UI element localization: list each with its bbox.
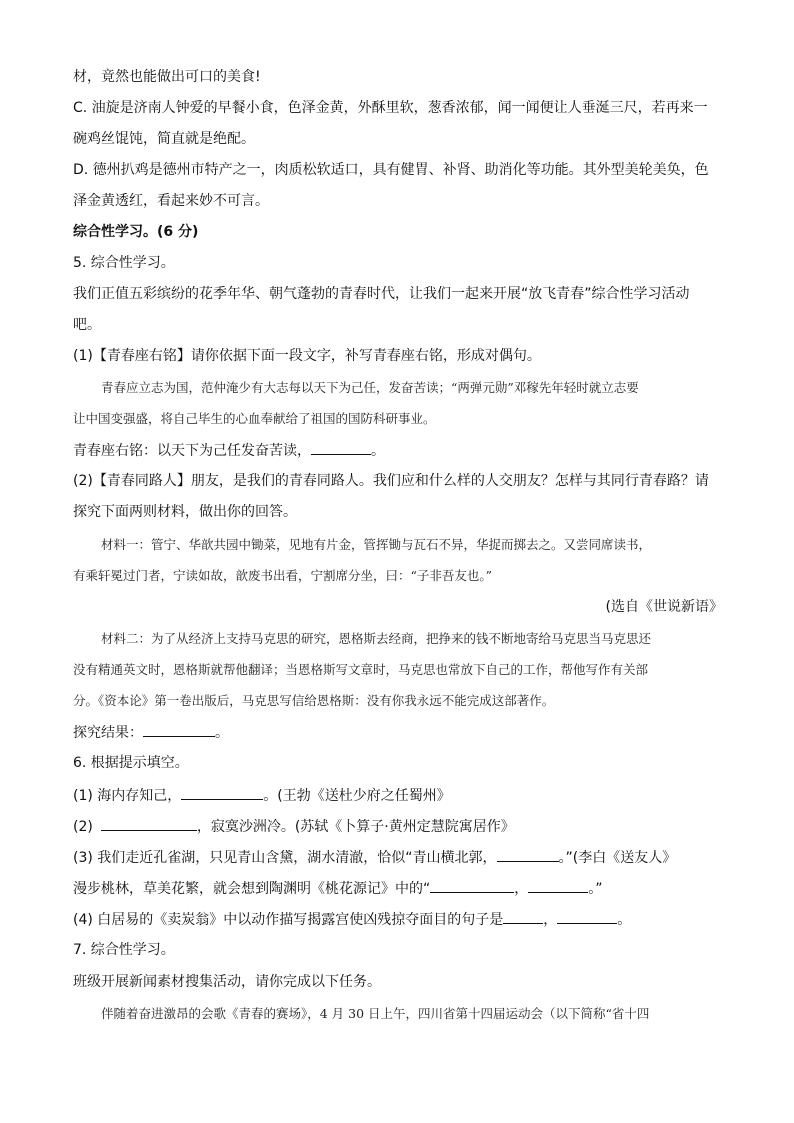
text-line: 班级开展新闻素材搜集活动，请你完成以下任务。 [73, 974, 381, 990]
punctuation: 。” [588, 881, 603, 897]
answer-blank[interactable] [557, 909, 617, 924]
material-one-line: 有乘轩冕过门者，宁读如故，歆废书出看，宁割席分坐，曰：“子非吾友也。” [73, 568, 493, 583]
answer-blank[interactable] [430, 878, 514, 893]
text-line: 材，竟然也能做出可口的美食! [73, 69, 261, 85]
prompt-text: (2) [73, 819, 93, 835]
material-two-line: 没有精通英文时，恩格斯就帮他翻译；当恩格斯写文章时，马克思也常放下自己的工作，帮他写作有关部 [73, 662, 649, 677]
question-6-title: 6. 根据提示填空。 [73, 755, 189, 771]
option-c-line: C. 油旋是济南人钟爱的早餐小食，色泽金黄，外酥里软，葱香浓郁，闻一闻便让人垂涎三尺，若再来一 [73, 100, 708, 116]
answer-blank[interactable] [143, 722, 215, 737]
question-7-title: 7. 综合性学习。 [73, 942, 175, 958]
answer-blank[interactable] [528, 878, 588, 893]
material-one-line: 材料一：管宁、华歆共园中锄菜，见地有片金，管挥锄与瓦石不异，华捉而掷去之。又尝同席读书， [101, 537, 652, 552]
fill-blank-1 [73, 785, 723, 806]
fill-blank-4 [73, 909, 723, 930]
prompt-text: (4) 白居易的《卖炭翁》中以动作描写揭露宫使凶残掠夺面目的句子是 [73, 912, 504, 928]
punctuation: 。 [617, 912, 632, 928]
text-line: 我们正值五彩缤纷的花季年华、朝气蓬勃的青春时代，让我们一起来开展“放飞青春”综合性学习活动 [73, 286, 690, 302]
source-text: 。”(李白《送友人》 [558, 850, 677, 866]
text-line: 探究下面两则材料，做出你的回答。 [73, 504, 297, 520]
text-line: 泽金黄透红，看起来妙不可言。 [73, 193, 269, 209]
quote-line: 青春应立志为国，范仲淹少有大志每以天下为己任，发奋苦读；“两弹元勋”邓稼先年轻时就立志要 [101, 380, 639, 395]
answer-line [73, 722, 723, 743]
source-text: 。(王勃《送杜少府之任蜀州》 [263, 788, 451, 804]
punctuation: ， [514, 881, 529, 897]
answer-blank[interactable] [181, 785, 263, 800]
punctuation: ， [543, 912, 558, 928]
answer-line [73, 440, 723, 461]
fill-blank-2 [73, 816, 723, 837]
answer-blank[interactable] [497, 847, 559, 862]
option-d-line: D. 德州扒鸡是德州市特产之一，肉质松软适口，具有健胃、补肾、助消化等功能。其外型美轮美奂，色 [73, 162, 709, 178]
prompt-text: (1) 海内存知己， [73, 788, 182, 804]
question-5-title: 5. 综合性学习。 [73, 255, 175, 271]
prompt-text: 漫步桃林，草美花繁，就会想到陶渊明《桃花源记》中的“ [73, 881, 431, 897]
material-two-line: 材料二：为了从经济上支持马克思的研究，恩格斯去经商，把挣来的钱不断地寄给马克思当马克思还 [101, 631, 652, 646]
subquestion-2: (2)【青春同路人】朋友，是我们的青春同路人。我们应和什么样的人交朋友？怎样与其同行青春路？请 [73, 473, 709, 489]
source-citation: (选自《世说新语》 [605, 599, 723, 615]
answer-blank[interactable] [311, 440, 371, 455]
text-line: 吧。 [73, 317, 101, 333]
answer-prompt: 青春座右铭：以天下为己任发奋苦读， [73, 443, 311, 459]
answer-blank[interactable] [503, 909, 543, 924]
fill-blank-3 [73, 847, 723, 868]
answer-blank[interactable] [101, 816, 197, 831]
quote-line: 让中国变强盛，将自己毕生的心血奉献给了祖国的国防科研事业。 [73, 411, 436, 426]
subquestion-1: (1)【青春座右铭】请你依据下面一段文字，补写青春座右铭，形成对偶句。 [73, 348, 541, 364]
punctuation: 。 [371, 443, 385, 459]
answer-prompt: 探究结果： [73, 725, 143, 741]
punctuation: 。 [215, 725, 229, 741]
fill-blank-3b [73, 878, 723, 899]
news-material-line: 伴随着奋进激昂的会歌《青春的赛场》，4 月 30 日上午，四川省第十四届运动会（以下简称“省十四 [101, 1006, 650, 1021]
text-line: 碗鸡丝馄饨，简直就是绝配。 [73, 131, 255, 147]
source-text: ，寂寞沙洲冷。(苏轼《卜算子·黄州定慧院寓居作》 [196, 819, 515, 835]
material-two-line: 分。《资本论》第一卷出版后，马克思写信给恩格斯：没有你我永远不能完成这部著作。 [73, 693, 555, 708]
prompt-text: (3) 我们走近孔雀湖，只见青山含黛，湖水清澈，恰似“青山横北郭， [73, 850, 497, 866]
section-heading: 综合性学习。(6 分) [73, 224, 199, 240]
